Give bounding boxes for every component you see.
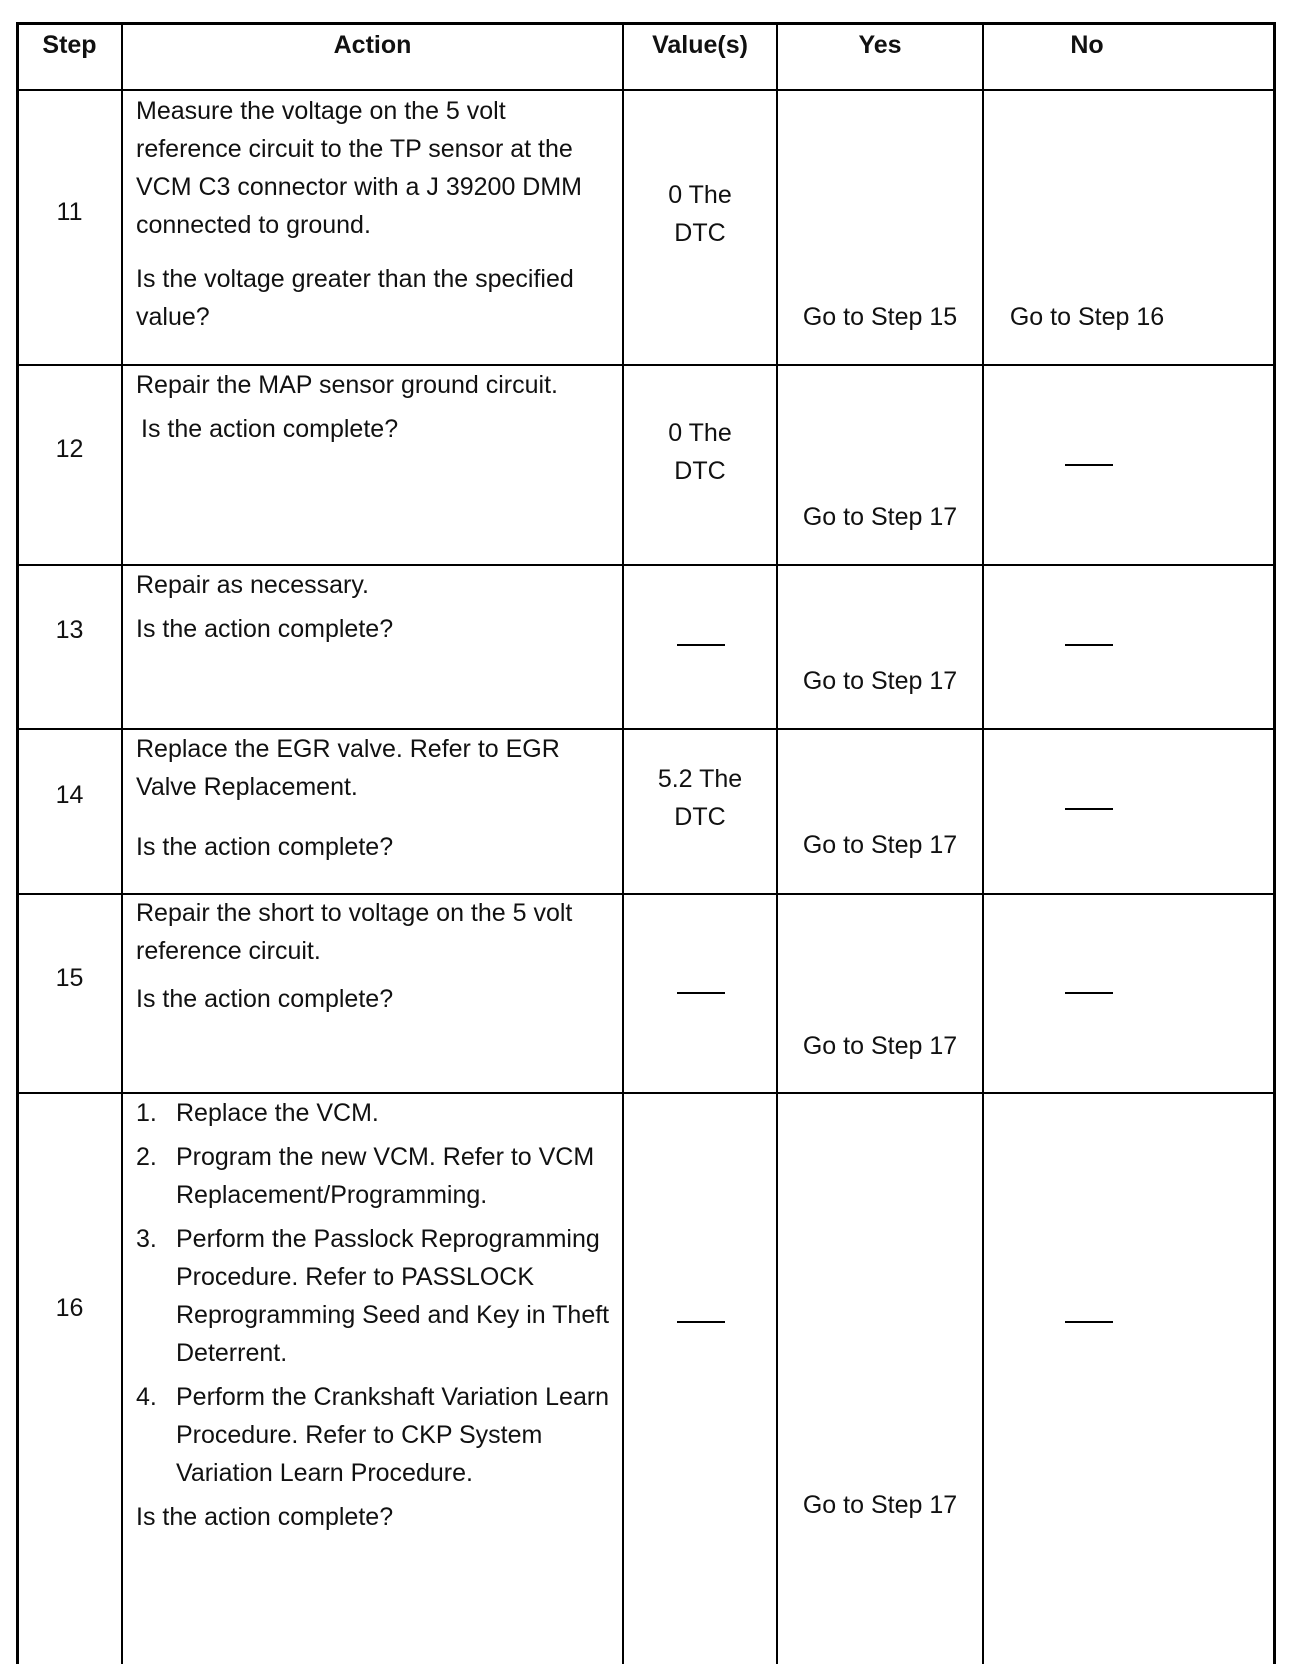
- step-number: 13: [55, 616, 84, 644]
- value-text: 5.2 The DTC: [657, 765, 743, 831]
- action-instruction: Measure the voltage on the 5 volt reference circuit to the TP sensor at the VCM C3 connector with a J 39200 DMM connected to ground.: [136, 97, 583, 239]
- yes-link: Go to Step 17: [802, 831, 958, 859]
- list-item: 1. Replace the VCM.: [136, 1099, 379, 1127]
- header-no: No: [1070, 31, 1104, 59]
- step-number: 11: [56, 198, 83, 226]
- action-question: Is the action complete?: [141, 415, 399, 443]
- action-step-list: [136, 1094, 616, 1492]
- header-yes: Yes: [858, 31, 902, 59]
- action-text: [136, 566, 612, 664]
- step-number: 15: [55, 964, 84, 992]
- action-text: [136, 366, 612, 464]
- no-value-dash: [1065, 992, 1113, 994]
- action-text: [136, 1094, 616, 1552]
- yes-link: Go to Step 17: [802, 1032, 958, 1060]
- action-question: Is the voltage greater than the specified value?: [136, 265, 574, 331]
- yes-link: Go to Step 15: [802, 303, 958, 331]
- row-divider: [16, 89, 1276, 91]
- action-text: [136, 92, 612, 352]
- no-link: Go to Step 16: [1009, 303, 1165, 331]
- step-number: 16: [55, 1294, 84, 1322]
- action-text: [136, 730, 612, 882]
- no-value-dash: [1065, 644, 1113, 646]
- list-item: 3. Perform the Passlock Reprogramming Procedure. Refer to PASSLOCK Reprogramming Seed and Key in Theft Deterrent.: [136, 1225, 610, 1367]
- header-action: Action: [333, 31, 412, 59]
- value-dash: [677, 644, 725, 646]
- column-divider: [121, 22, 123, 1664]
- value-dash: [677, 992, 725, 994]
- value-text: 0 The DTC: [668, 181, 732, 247]
- action-question: Is the action complete?: [136, 833, 394, 861]
- no-value-dash: [1065, 1321, 1113, 1323]
- action-instruction: Repair as necessary.: [136, 571, 369, 599]
- header-values: Value(s): [652, 31, 748, 59]
- action-question: Is the action complete?: [136, 985, 394, 1013]
- action-instruction: Repair the MAP sensor ground circuit.: [136, 371, 558, 399]
- no-value-dash: [1065, 464, 1113, 466]
- yes-link: Go to Step 17: [802, 503, 958, 531]
- header-step: Step: [42, 31, 97, 59]
- action-question: Is the action complete?: [136, 615, 394, 643]
- list-item: 4. Perform the Crankshaft Variation Learn Procedure. Refer to CKP System Variation Learn Procedure.: [136, 1383, 610, 1487]
- column-divider: [982, 22, 984, 1664]
- action-question: Is the action complete?: [136, 1503, 394, 1531]
- action-instruction: Replace the EGR valve. Refer to EGR Valve Replacement.: [136, 735, 560, 801]
- no-value-dash: [1065, 808, 1113, 810]
- step-number: 14: [55, 781, 84, 809]
- yes-link: Go to Step 17: [802, 1491, 958, 1519]
- value-dash: [677, 1321, 725, 1323]
- list-item: 2. Program the new VCM. Refer to VCM Replacement/Programming.: [136, 1143, 595, 1209]
- step-number: 12: [55, 435, 84, 463]
- yes-link: Go to Step 17: [802, 667, 958, 695]
- column-divider: [622, 22, 624, 1664]
- action-instruction: Repair the short to voltage on the 5 volt reference circuit.: [136, 899, 573, 965]
- action-text: [136, 894, 612, 1034]
- value-text: 0 The DTC: [668, 419, 732, 485]
